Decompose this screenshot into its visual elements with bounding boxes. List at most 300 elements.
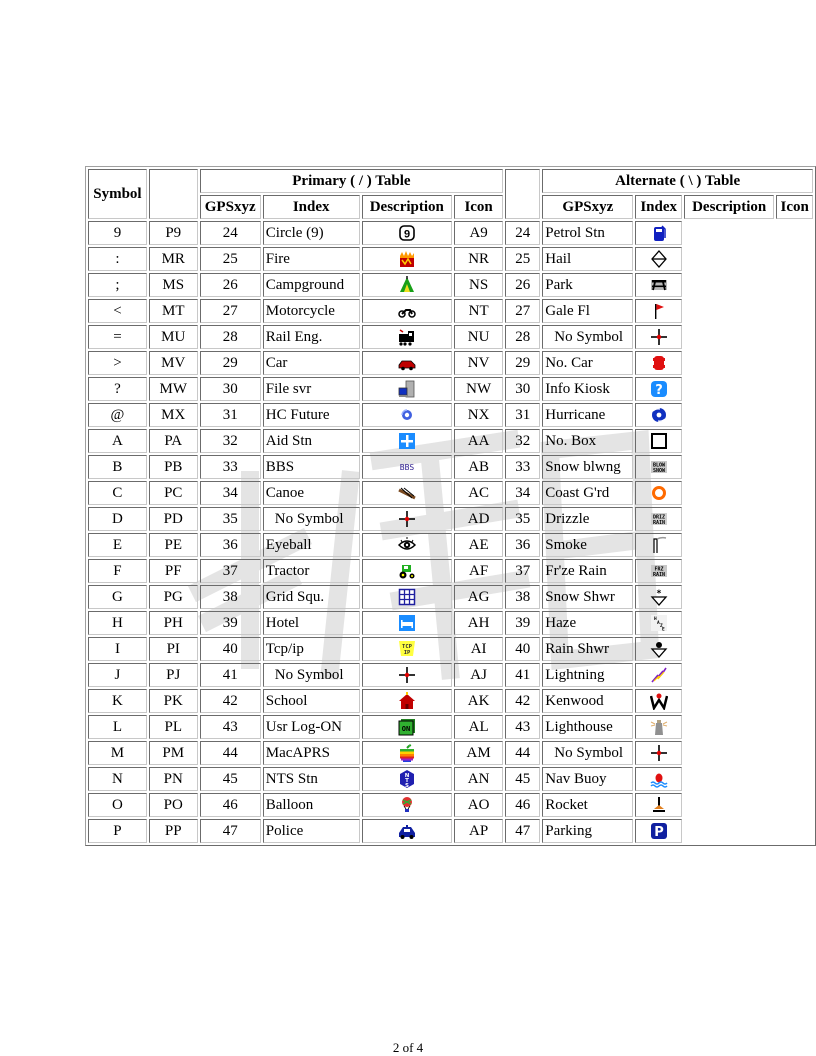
drizzle-icon: [650, 510, 668, 528]
alternate-gpsxyz-cell: NT: [454, 299, 503, 323]
icon-cell: [362, 533, 452, 557]
alternate-description-cell: Snow Shwr: [542, 585, 633, 609]
svg-text:N: N: [404, 773, 410, 780]
circle-9-icon: [398, 224, 416, 242]
alternate-gpsxyz-cell: AH: [454, 611, 503, 635]
header-symbol: Symbol: [88, 169, 147, 219]
table-row: [88, 793, 813, 817]
primary-description-cell: Campground: [263, 273, 360, 297]
school-house-icon: [398, 692, 416, 710]
header-primary-icon: Icon: [454, 195, 503, 219]
alternate-gpsxyz-cell: AK: [454, 689, 503, 713]
alternate-index-cell: 26: [505, 273, 540, 297]
alternate-gpsxyz-cell: AM: [454, 741, 503, 765]
alternate-description-cell: No Symbol: [542, 741, 633, 765]
svg-text:H: H: [653, 617, 657, 623]
primary-description-cell: File svr: [263, 377, 360, 401]
icon-cell: [635, 585, 682, 609]
alternate-index-cell: 42: [505, 689, 540, 713]
alternate-description-cell: No. Car: [542, 351, 633, 375]
snow-shower-icon: [650, 588, 668, 606]
tractor-icon: [398, 562, 416, 580]
alternate-gpsxyz-cell: AJ: [454, 663, 503, 687]
alternate-gpsxyz-cell: AL: [454, 715, 503, 739]
primary-gpsxyz-cell: PB: [149, 455, 198, 479]
svg-text:A: A: [656, 621, 660, 627]
svg-text:ON: ON: [401, 725, 411, 734]
icon-cell: [635, 559, 682, 583]
primary-description-cell: Canoe: [263, 481, 360, 505]
alternate-description-cell: Park: [542, 273, 633, 297]
primary-gpsxyz-cell: PL: [149, 715, 198, 739]
icon-cell: [635, 221, 682, 245]
primary-description-cell: Motorcycle: [263, 299, 360, 323]
crosshair-icon: [650, 744, 668, 762]
primary-gpsxyz-cell: PF: [149, 559, 198, 583]
icon-cell: [362, 221, 452, 245]
icon-cell: [635, 715, 682, 739]
symbol-cell: 9: [88, 221, 147, 245]
primary-index-cell: 38: [200, 585, 261, 609]
icon-cell: [635, 325, 682, 349]
icon-cell: [635, 533, 682, 557]
primary-description-cell: Aid Stn: [263, 429, 360, 453]
svg-text:9: 9: [403, 228, 410, 241]
symbol-cell: J: [88, 663, 147, 687]
alternate-index-cell: 28: [505, 325, 540, 349]
alternate-gpsxyz-cell: AP: [454, 819, 503, 843]
alternate-index-cell: 37: [505, 559, 540, 583]
icon-cell: [362, 819, 452, 843]
primary-index-cell: 29: [200, 351, 261, 375]
primary-description-cell: Usr Log-ON: [263, 715, 360, 739]
alternate-index-cell: 36: [505, 533, 540, 557]
alternate-gpsxyz-cell: NX: [454, 403, 503, 427]
alternate-gpsxyz-cell: AD: [454, 507, 503, 531]
primary-index-cell: 32: [200, 429, 261, 453]
hotel-bed-icon: [398, 614, 416, 632]
table-row: [88, 637, 813, 661]
icon-cell: [635, 429, 682, 453]
symbol-cell: =: [88, 325, 147, 349]
symbol-cell: N: [88, 767, 147, 791]
primary-gpsxyz-cell: MU: [149, 325, 198, 349]
primary-index-cell: 40: [200, 637, 261, 661]
icon-cell: [362, 325, 452, 349]
symbol-cell: B: [88, 455, 147, 479]
primary-index-cell: 39: [200, 611, 261, 635]
alternate-gpsxyz-cell: A9: [454, 221, 503, 245]
primary-index-cell: 41: [200, 663, 261, 687]
picnic-table-icon: [650, 276, 668, 294]
symbol-cell: H: [88, 611, 147, 635]
alternate-description-cell: Snow blwng: [542, 455, 633, 479]
kenwood-w-icon: [650, 692, 668, 710]
freezing-rain-icon: [650, 562, 668, 580]
primary-index-cell: 30: [200, 377, 261, 401]
svg-text:BBS: BBS: [399, 463, 415, 473]
icon-cell: [362, 559, 452, 583]
icon-cell: [635, 403, 682, 427]
alternate-index-cell: 24: [505, 221, 540, 245]
alternate-index-cell: 47: [505, 819, 540, 843]
primary-gpsxyz-cell: PP: [149, 819, 198, 843]
alternate-index-cell: 27: [505, 299, 540, 323]
table-row: [88, 247, 813, 271]
symbol-cell: @: [88, 403, 147, 427]
icon-cell: [635, 481, 682, 505]
table-row: [88, 663, 813, 687]
alternate-index-cell: 33: [505, 455, 540, 479]
primary-gpsxyz-cell: PG: [149, 585, 198, 609]
svg-text:FRZ: FRZ: [654, 566, 664, 573]
alternate-gpsxyz-cell: AG: [454, 585, 503, 609]
svg-text:T: T: [404, 778, 409, 785]
symbol-cell: M: [88, 741, 147, 765]
primary-index-cell: 46: [200, 793, 261, 817]
primary-gpsxyz-cell: PA: [149, 429, 198, 453]
symbol-cell: F: [88, 559, 147, 583]
icon-cell: [362, 767, 452, 791]
crosshair-icon: [398, 510, 416, 528]
table-row: [88, 351, 813, 375]
fire-icon: [398, 250, 416, 268]
svg-text:SNOW: SNOW: [652, 468, 665, 475]
primary-gpsxyz-cell: MS: [149, 273, 198, 297]
icon-cell: [635, 689, 682, 713]
table-row: [88, 481, 813, 505]
alternate-index-cell: 35: [505, 507, 540, 531]
icon-cell: [362, 611, 452, 635]
alternate-index-cell: 31: [505, 403, 540, 427]
primary-gpsxyz-cell: PM: [149, 741, 198, 765]
hc-future-swirl-icon: [398, 406, 416, 424]
alternate-description-cell: Rocket: [542, 793, 633, 817]
alternate-gpsxyz-cell: NR: [454, 247, 503, 271]
primary-description-cell: Tcp/ip: [263, 637, 360, 661]
svg-text:IP: IP: [403, 650, 411, 657]
alternate-gpsxyz-cell: AN: [454, 767, 503, 791]
svg-text:S: S: [404, 783, 409, 789]
symbol-cell: G: [88, 585, 147, 609]
table-row: [88, 507, 813, 531]
primary-description-cell: No Symbol: [263, 507, 360, 531]
icon-cell: [362, 377, 452, 401]
table-row: [88, 377, 813, 401]
primary-gpsxyz-cell: MW: [149, 377, 198, 401]
symbol-cell: L: [88, 715, 147, 739]
spacer-column-right: [505, 169, 540, 219]
balloon-icon: [398, 796, 416, 814]
alternate-description-cell: Hurricane: [542, 403, 633, 427]
table-row: [88, 299, 813, 323]
icon-cell: [362, 663, 452, 687]
icon-cell: [635, 611, 682, 635]
table-row: [88, 585, 813, 609]
header-alternate-gpsxyz: GPSxyz: [542, 195, 633, 219]
alternate-description-cell: Petrol Stn: [542, 221, 633, 245]
header-alternate-index: Index: [635, 195, 682, 219]
nts-station-icon: [398, 770, 416, 788]
primary-index-cell: 44: [200, 741, 261, 765]
alternate-description-cell: Hail: [542, 247, 633, 271]
primary-description-cell: Tractor: [263, 559, 360, 583]
rocket-icon: [650, 796, 668, 814]
hail-icon: [650, 250, 668, 268]
icon-cell: [362, 351, 452, 375]
primary-description-cell: School: [263, 689, 360, 713]
icon-cell: [362, 689, 452, 713]
icon-cell: [362, 455, 452, 479]
svg-text:DRIZ: DRIZ: [652, 514, 665, 521]
primary-index-cell: 28: [200, 325, 261, 349]
svg-text:?: ?: [654, 383, 663, 399]
icon-cell: [635, 819, 682, 843]
table-row: [88, 767, 813, 791]
tcpip-icon: [398, 640, 416, 658]
icon-cell: [635, 247, 682, 271]
alternate-description-cell: Lighthouse: [542, 715, 633, 739]
alternate-description-cell: No Symbol: [542, 325, 633, 349]
alternate-gpsxyz-cell: NW: [454, 377, 503, 401]
alternate-description-cell: Drizzle: [542, 507, 633, 531]
apple-icon: [398, 744, 416, 762]
symbol-cell: O: [88, 793, 147, 817]
primary-description-cell: MacAPRS: [263, 741, 360, 765]
primary-gpsxyz-cell: PK: [149, 689, 198, 713]
primary-gpsxyz-cell: PH: [149, 611, 198, 635]
table-row: [88, 221, 813, 245]
alternate-index-cell: 34: [505, 481, 540, 505]
symbol-cell: ?: [88, 377, 147, 401]
header-alternate-table: Alternate ( \ ) Table: [542, 169, 813, 193]
primary-description-cell: No Symbol: [263, 663, 360, 687]
icon-cell: [635, 637, 682, 661]
eyeball-icon: [398, 536, 416, 554]
header-primary-index: Index: [263, 195, 360, 219]
alternate-description-cell: Kenwood: [542, 689, 633, 713]
alternate-index-cell: 45: [505, 767, 540, 791]
blowing-snow-icon: [650, 458, 668, 476]
icon-cell: [635, 273, 682, 297]
alternate-index-cell: 44: [505, 741, 540, 765]
symbol-cell: K: [88, 689, 147, 713]
symbol-cell: E: [88, 533, 147, 557]
primary-index-cell: 35: [200, 507, 261, 531]
smoke-stack-icon: [650, 536, 668, 554]
icon-cell: [635, 507, 682, 531]
motorcycle-icon: [398, 302, 416, 320]
table-row: [88, 611, 813, 635]
svg-text:RAIN: RAIN: [652, 520, 665, 527]
primary-gpsxyz-cell: PC: [149, 481, 198, 505]
primary-description-cell: Grid Squ.: [263, 585, 360, 609]
primary-gpsxyz-cell: MV: [149, 351, 198, 375]
lighthouse-icon: [650, 718, 668, 736]
locomotive-icon: [398, 328, 416, 346]
haze-icon: [650, 614, 668, 632]
alternate-description-cell: Gale Fl: [542, 299, 633, 323]
primary-index-cell: 24: [200, 221, 261, 245]
alternate-description-cell: Parking: [542, 819, 633, 843]
primary-index-cell: 42: [200, 689, 261, 713]
primary-description-cell: Police: [263, 819, 360, 843]
icon-cell: [635, 741, 682, 765]
icon-cell: [635, 351, 682, 375]
coast-guard-ring-icon: [650, 484, 668, 502]
table-row: [88, 715, 813, 739]
primary-description-cell: BBS: [263, 455, 360, 479]
primary-gpsxyz-cell: MX: [149, 403, 198, 427]
bbs-icon: [398, 458, 416, 476]
primary-description-cell: Balloon: [263, 793, 360, 817]
icon-cell: [362, 273, 452, 297]
table-row: [88, 533, 813, 557]
header-alternate-description: Description: [684, 195, 774, 219]
alternate-index-cell: 30: [505, 377, 540, 401]
alternate-gpsxyz-cell: AC: [454, 481, 503, 505]
primary-gpsxyz-cell: PO: [149, 793, 198, 817]
alternate-gpsxyz-cell: NV: [454, 351, 503, 375]
icon-cell: [362, 715, 452, 739]
primary-gpsxyz-cell: PE: [149, 533, 198, 557]
alternate-description-cell: Info Kiosk: [542, 377, 633, 401]
alternate-gpsxyz-cell: NU: [454, 325, 503, 349]
alternate-index-cell: 39: [505, 611, 540, 635]
alternate-index-cell: 40: [505, 637, 540, 661]
primary-index-cell: 43: [200, 715, 261, 739]
primary-description-cell: NTS Stn: [263, 767, 360, 791]
primary-index-cell: 31: [200, 403, 261, 427]
alternate-gpsxyz-cell: NS: [454, 273, 503, 297]
alternate-gpsxyz-cell: AA: [454, 429, 503, 453]
alternate-gpsxyz-cell: AB: [454, 455, 503, 479]
primary-index-cell: 37: [200, 559, 261, 583]
svg-text:E: E: [661, 627, 665, 633]
table-row: [88, 741, 813, 765]
alternate-description-cell: Rain Shwr: [542, 637, 633, 661]
parking-icon: [650, 822, 668, 840]
icon-cell: [362, 793, 452, 817]
box-icon: [650, 432, 668, 450]
rain-shower-icon: [650, 640, 668, 658]
alternate-description-cell: Lightning: [542, 663, 633, 687]
svg-text:Z: Z: [659, 624, 663, 630]
icon-cell: [635, 663, 682, 687]
alternate-description-cell: Coast G'rd: [542, 481, 633, 505]
primary-gpsxyz-cell: PJ: [149, 663, 198, 687]
icon-cell: [635, 455, 682, 479]
primary-description-cell: Eyeball: [263, 533, 360, 557]
alternate-index-cell: 43: [505, 715, 540, 739]
petrol-pump-icon: [650, 224, 668, 242]
symbol-cell: ;: [88, 273, 147, 297]
alternate-index-cell: 46: [505, 793, 540, 817]
primary-description-cell: Hotel: [263, 611, 360, 635]
alternate-gpsxyz-cell: AE: [454, 533, 503, 557]
table-row: [88, 403, 813, 427]
tent-icon: [398, 276, 416, 294]
symbol-cell: <: [88, 299, 147, 323]
symbol-cell: A: [88, 429, 147, 453]
svg-text:BLOW: BLOW: [652, 462, 665, 469]
primary-index-cell: 27: [200, 299, 261, 323]
icon-cell: [362, 299, 452, 323]
alternate-gpsxyz-cell: AI: [454, 637, 503, 661]
header-primary-description: Description: [362, 195, 452, 219]
primary-index-cell: 34: [200, 481, 261, 505]
icon-cell: [362, 585, 452, 609]
canoe-icon: [398, 484, 416, 502]
icon-cell: [362, 403, 452, 427]
svg-text:TCP: TCP: [401, 644, 412, 651]
primary-gpsxyz-cell: MT: [149, 299, 198, 323]
police-car-icon: [398, 822, 416, 840]
aid-cross-icon: [398, 432, 416, 450]
primary-description-cell: Fire: [263, 247, 360, 271]
icon-cell: [635, 793, 682, 817]
alternate-index-cell: 32: [505, 429, 540, 453]
svg-text:P: P: [653, 825, 664, 841]
alternate-index-cell: 29: [505, 351, 540, 375]
alternate-description-cell: Nav Buoy: [542, 767, 633, 791]
primary-index-cell: 33: [200, 455, 261, 479]
symbol-cell: :: [88, 247, 147, 271]
alternate-description-cell: Smoke: [542, 533, 633, 557]
file-server-icon: [398, 380, 416, 398]
table-row: [88, 273, 813, 297]
primary-index-cell: 26: [200, 273, 261, 297]
red-car-top-icon: [650, 354, 668, 372]
alternate-index-cell: 25: [505, 247, 540, 271]
primary-gpsxyz-cell: PN: [149, 767, 198, 791]
lightning-icon: [650, 666, 668, 684]
alternate-index-cell: 38: [505, 585, 540, 609]
symbol-cell: D: [88, 507, 147, 531]
primary-description-cell: Car: [263, 351, 360, 375]
icon-cell: [635, 767, 682, 791]
aprs-symbol-table: [85, 166, 816, 846]
table-row: [88, 325, 813, 349]
header-alternate-icon: Icon: [776, 195, 813, 219]
icon-cell: [362, 247, 452, 271]
info-question-icon: [650, 380, 668, 398]
nav-buoy-icon: [650, 770, 668, 788]
table-row: [88, 559, 813, 583]
alternate-description-cell: No. Box: [542, 429, 633, 453]
page-number: 2 of 4: [392, 1040, 424, 1055]
crosshair-icon: [650, 328, 668, 346]
icon-cell: [362, 481, 452, 505]
primary-description-cell: HC Future: [263, 403, 360, 427]
grid-square-icon: [398, 588, 416, 606]
gale-flag-icon: [650, 302, 668, 320]
hurricane-icon: [650, 406, 668, 424]
primary-gpsxyz-cell: PD: [149, 507, 198, 531]
alternate-description-cell: Fr'ze Rain: [542, 559, 633, 583]
primary-index-cell: 45: [200, 767, 261, 791]
header-primary-gpsxyz: GPSxyz: [200, 195, 261, 219]
car-icon: [398, 354, 416, 372]
icon-cell: [635, 299, 682, 323]
crosshair-icon: [398, 666, 416, 684]
symbol-cell: P: [88, 819, 147, 843]
table-row: [88, 689, 813, 713]
alternate-gpsxyz-cell: AF: [454, 559, 503, 583]
table-row: [88, 455, 813, 479]
svg-text:RAIN: RAIN: [652, 572, 665, 579]
symbol-cell: I: [88, 637, 147, 661]
